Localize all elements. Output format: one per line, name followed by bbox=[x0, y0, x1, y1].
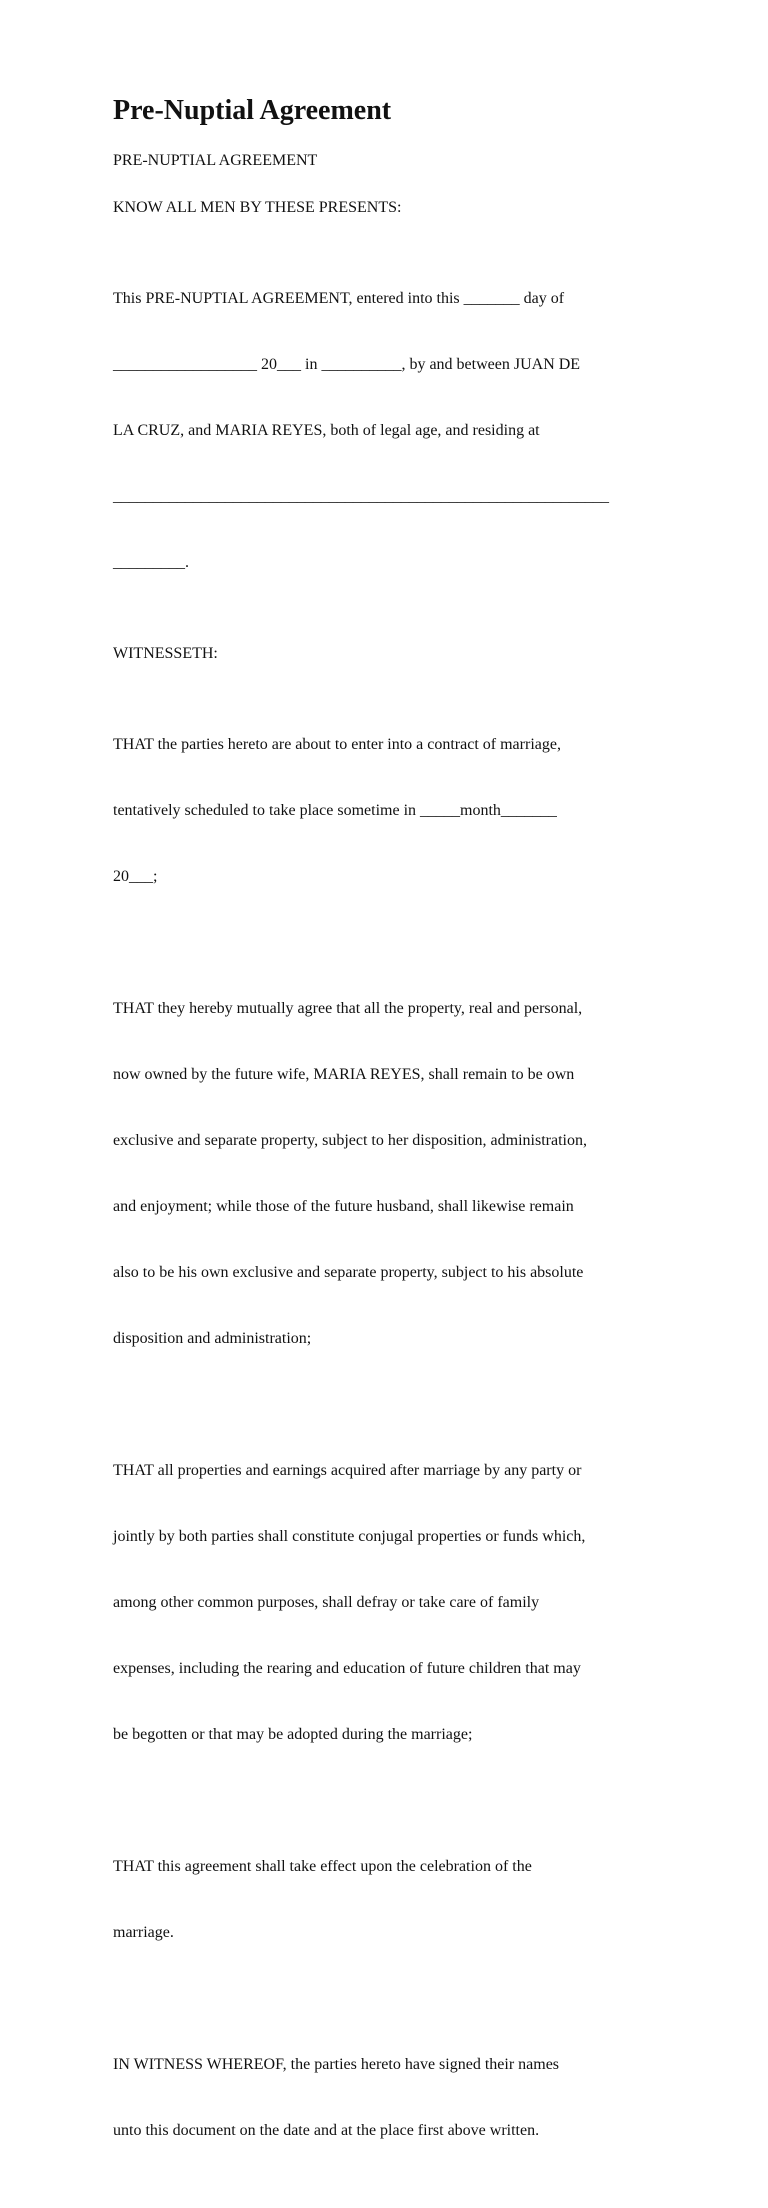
clause-line: marriage. bbox=[113, 1924, 174, 1941]
clause-line: now owned by the future wife, MARIA REYES, shall remain to be own bbox=[113, 1066, 575, 1083]
clause-marriage bbox=[113, 690, 658, 932]
clause-line: THAT all properties and earnings acquired after marriage by any party or bbox=[113, 1462, 582, 1479]
know-all-men-heading: KNOW ALL MEN BY THESE PRESENTS: bbox=[113, 199, 402, 216]
clause-line: disposition and administration; bbox=[113, 1330, 312, 1347]
clause-line: exclusive and separate property, subject to her disposition, administration, bbox=[113, 1132, 587, 1149]
clause-property bbox=[113, 954, 658, 1394]
clause-line: among other common purposes, shall defray or take care of family bbox=[113, 1594, 540, 1611]
clause-line: IN WITNESS WHEREOF, the parties hereto have signed their names bbox=[113, 2056, 560, 2073]
clause-line: THAT this agreement shall take effect upon the celebration of the bbox=[113, 1858, 532, 1875]
clause-line: and enjoyment; while those of the future husband, shall likewise remain bbox=[113, 1198, 574, 1215]
clause-line: expenses, including the rearing and education of future children that may bbox=[113, 1660, 581, 1677]
intro-line: __________________ 20___ in __________, by and between JUAN DE bbox=[113, 356, 581, 373]
document-title: Pre-Nuptial Agreement bbox=[113, 95, 392, 126]
intro-line: This PRE-NUPTIAL AGREEMENT, entered into this _______ day of bbox=[113, 290, 565, 307]
clause-earnings bbox=[113, 1416, 658, 1790]
clause-line: THAT they hereby mutually agree that all the property, real and personal, bbox=[113, 1000, 583, 1017]
clause-line: unto this document on the date and at the place first above written. bbox=[113, 2122, 540, 2139]
clause-line: jointly by both parties shall constitute conjugal properties or funds which, bbox=[113, 1528, 586, 1545]
document-page bbox=[113, 93, 658, 2208]
clause-line: THAT the parties hereto are about to enter into a contract of marriage, bbox=[113, 736, 561, 753]
intro-line: LA CRUZ, and MARIA REYES, both of legal age, and residing at bbox=[113, 422, 540, 439]
intro-paragraph bbox=[113, 244, 658, 618]
clause-effect bbox=[113, 1812, 658, 1988]
document-subtitle: PRE-NUPTIAL AGREEMENT bbox=[113, 152, 318, 169]
clause-line: also to be his own exclusive and separate property, subject to his absolute bbox=[113, 1264, 584, 1281]
intro-line: _________. bbox=[113, 554, 189, 571]
clause-line: be begotten or that may be adopted during the marriage; bbox=[113, 1726, 473, 1743]
witnesseth-heading: WITNESSETH: bbox=[113, 645, 218, 662]
in-witness-paragraph bbox=[113, 2010, 658, 2186]
intro-line: ______________________________________________________________ bbox=[113, 488, 609, 505]
clause-line: tentatively scheduled to take place sometime in _____month_______ bbox=[113, 802, 557, 819]
clause-line: 20___; bbox=[113, 868, 158, 885]
